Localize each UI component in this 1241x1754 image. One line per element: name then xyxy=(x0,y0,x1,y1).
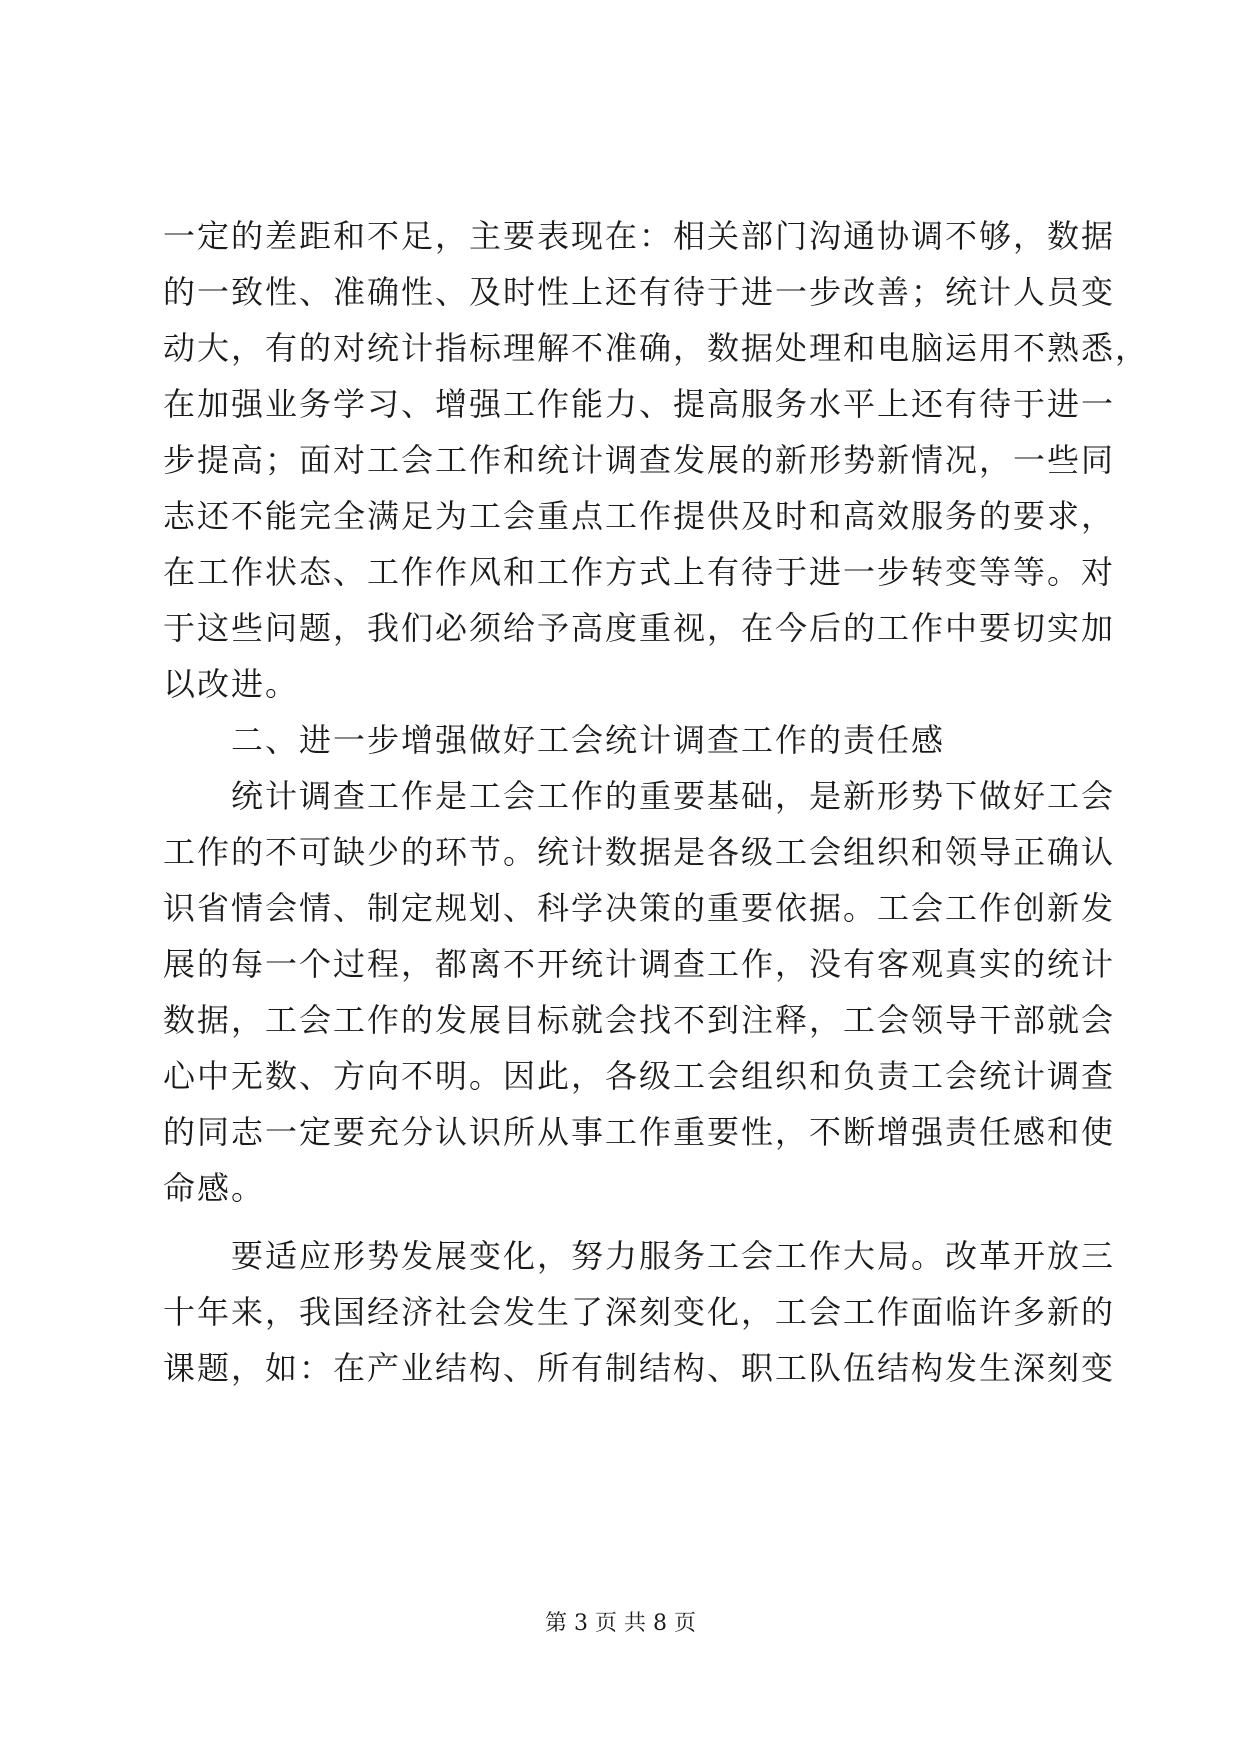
body-line-21: 课题，如：在产业结构、所有制结构、职工队伍结构发生深刻变 xyxy=(163,1349,1116,1387)
page-footer: 第 3 页 共 8 页 xyxy=(545,1611,696,1636)
body-line-7: 在工作状态、工作作风和工作方式上有待于进一步转变等等。对 xyxy=(163,553,1116,591)
body-line-4: 在加强业务学习、增强工作能力、提高服务水平上还有待于进一 xyxy=(163,385,1116,423)
body-line-1: 一定的差距和不足，主要表现在：相关部门沟通协调不够，数据 xyxy=(163,217,1116,255)
body-line-18: 命感。 xyxy=(163,1169,266,1207)
body-line-15: 数据，工会工作的发展目标就会找不到注释，工会领导干部就会 xyxy=(163,1001,1116,1039)
body-line-8: 于这些问题，我们必须给予高度重视，在今后的工作中要切实加 xyxy=(163,609,1116,647)
body-line-5: 步提高；面对工会工作和统计调查发展的新形势新情况，一些同 xyxy=(163,441,1116,479)
body-line-17: 的同志一定要充分认识所从事工作重要性，不断增强责任感和使 xyxy=(163,1113,1116,1151)
body-line-9: 以改进。 xyxy=(163,665,300,703)
body-line-13: 识省情会情、制定规划、科学决策的重要依据。工会工作创新发 xyxy=(163,889,1116,927)
body-line-3: 动大，有的对统计指标理解不准确，数据处理和电脑运用不熟悉， xyxy=(163,329,1150,367)
body-line-2: 的一致性、准确性、及时性上还有待于进一步改善；统计人员变 xyxy=(163,273,1116,311)
section-heading: 二、进一步增强做好工会统计调查工作的责任感 xyxy=(231,721,946,759)
body-line-12: 工作的不可缺少的环节。统计数据是各级工会组织和领导正确认 xyxy=(163,833,1116,871)
body-line-6: 志还不能完全满足为工会重点工作提供及时和高效服务的要求， xyxy=(163,497,1116,535)
body-line-11: 统计调查工作是工会工作的重要基础，是新形势下做好工会 xyxy=(231,777,1116,815)
body-line-16: 心中无数、方向不明。因此，各级工会组织和负责工会统计调查 xyxy=(163,1057,1116,1095)
body-line-19: 要适应形势发展变化，努力服务工会工作大局。改革开放三 xyxy=(231,1237,1116,1275)
body-line-20: 十年来，我国经济社会发生了深刻变化，工会工作面临许多新的 xyxy=(163,1293,1116,1331)
body-line-14: 展的每一个过程，都离不开统计调查工作，没有客观真实的统计 xyxy=(163,945,1116,983)
